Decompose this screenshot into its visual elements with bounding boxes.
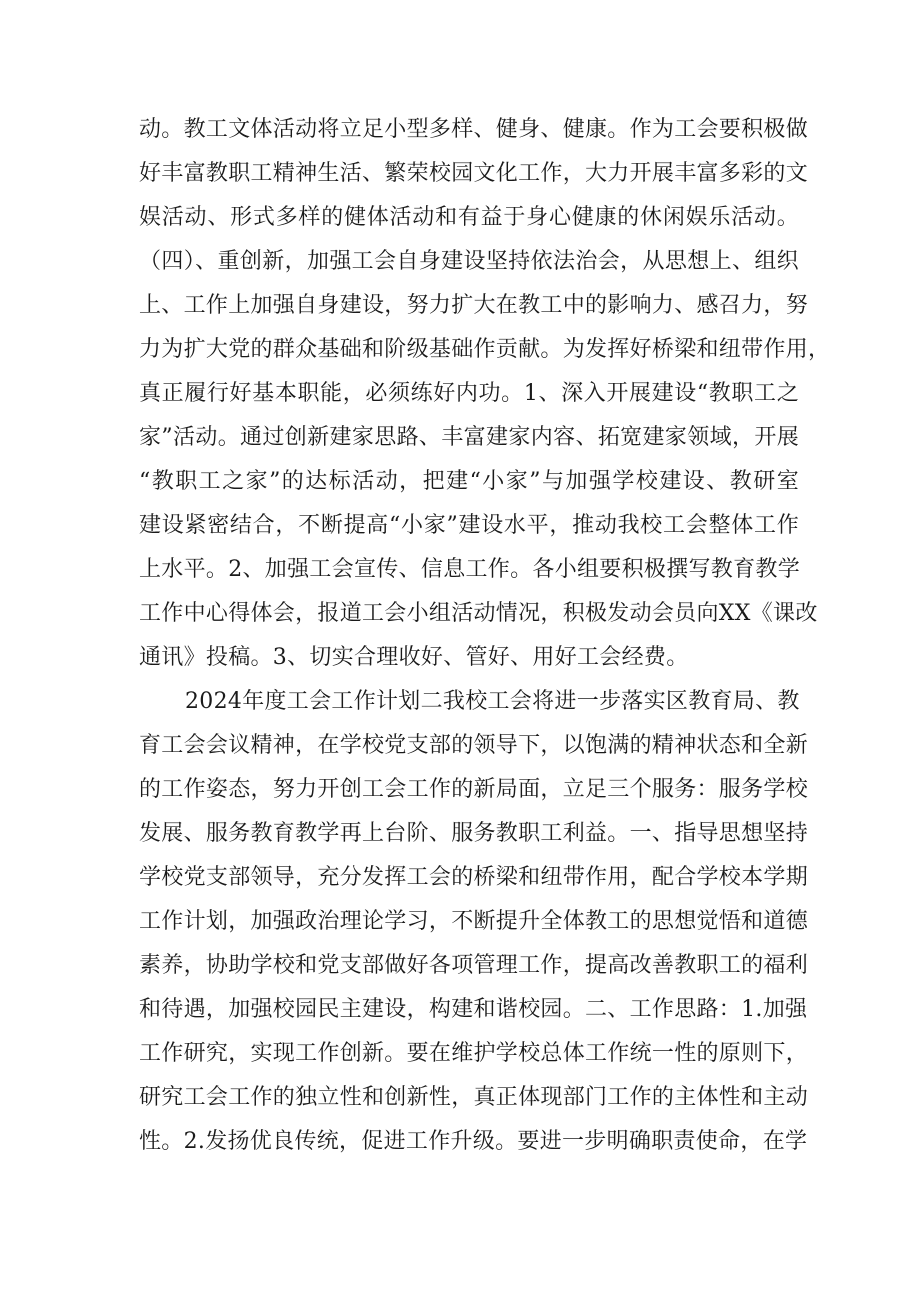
text-line: 的工作姿态，努力开创工会工作的新局面，立足三个服务：服务学校: [139, 777, 809, 802]
text-line: 学校党支部领导，充分发挥工会的桥梁和纽带作用，配合学校本学期: [139, 865, 809, 890]
text-line: 素养，协助学校和党支部做好各项管理工作，提高改善教职工的福利: [139, 953, 809, 978]
text-line: 研究工会工作的独立性和创新性，真正体现部门工作的主体性和主动: [139, 1085, 809, 1110]
text-line: 工作中心得体会，报道工会小组活动情况，积极发动会员向XX《课改: [139, 601, 818, 626]
text-line: 建设紧密结合，不断提高“小家”建设水平，推动我校工会整体工作: [139, 513, 799, 538]
text-line: 上水平。2、加强工会宣传、信息工作。各小组要积极撰写教育教学: [139, 557, 800, 582]
text-line: （四）、重创新，加强工会自身建设坚持依法治会，从思想上、组织: [139, 249, 799, 274]
text-line: 力为扩大党的群众基础和阶级基础作贡献。为发挥好桥梁和纽带作用，: [139, 337, 831, 362]
paragraph-2: [139, 680, 809, 1164]
text-line: 娱活动、形式多样的健体活动和有益于身心健康的休闲娱乐活动。: [139, 205, 799, 230]
text-line: 家”活动。通过创新建家思路、丰富建家内容、拓宽建家领域，开展: [139, 425, 799, 450]
text-line: 育工会会议精神，在学校党支部的领导下，以饱满的精神状态和全新: [139, 733, 809, 758]
text-line: 动。教工文体活动将立足小型多样、健身、健康。作为工会要积极做: [139, 117, 809, 142]
text-line: 上、工作上加强自身建设，努力扩大在教工中的影响力、感召力，努: [139, 293, 809, 318]
text-line: 和待遇，加强校园民主建设，构建和谐校园。二、工作思路：1.加强: [139, 997, 808, 1022]
text-line: 真正履行好基本职能，必须练好内功。1、深入开展建设“教职工之: [139, 381, 799, 406]
text-line: 工作研究，实现工作创新。要在维护学校总体工作统一性的原则下，: [139, 1041, 809, 1066]
paragraph-1: [139, 108, 831, 680]
text-line: 好丰富教职工精神生活、繁荣校园文化工作，大力开展丰富多彩的文: [139, 161, 809, 186]
text-line: 通讯》投稿。3、切实合理收好、管好、用好工会经费。: [139, 645, 689, 670]
document-body: [139, 108, 831, 1164]
text-line: “教职工之家”的达标活动，把建“小家”与加强学校建设、教研室: [139, 469, 799, 494]
text-line: 2024年度工会工作计划二我校工会将进一步落实区教育局、教: [185, 689, 800, 714]
text-line: 工作计划，加强政治理论学习，不断提升全体教工的思想觉悟和道德: [139, 909, 809, 934]
text-line: 性。2.发扬优良传统，促进工作升级。要进一步明确职责使命，在学: [139, 1129, 808, 1154]
text-line: 发展、服务教育教学再上台阶、服务教职工利益。一、指导思想坚持: [139, 821, 809, 846]
